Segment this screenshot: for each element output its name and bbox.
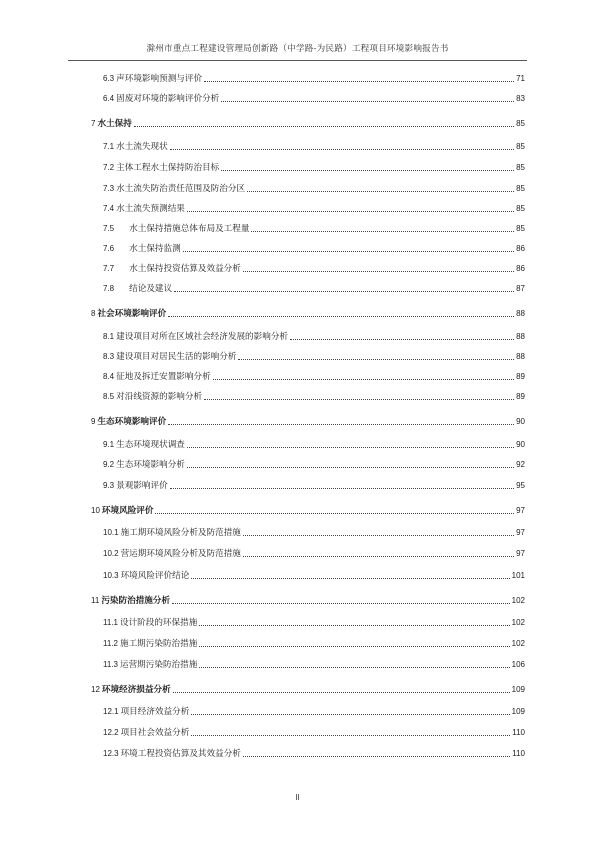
toc-section-entry[interactable] <box>103 93 525 105</box>
toc-entry-number: 9.1 <box>103 440 115 449</box>
toc-entry-title: 声环境影响预测与评价 <box>116 74 203 84</box>
dot-leader <box>191 714 509 715</box>
toc-entry-title: 水土保持 <box>97 119 132 129</box>
toc-chapter-entry[interactable] <box>91 684 525 696</box>
toc-entry-page: 109 <box>511 707 525 716</box>
dot-leader <box>187 447 514 448</box>
toc-section-entry[interactable] <box>103 748 525 760</box>
toc-entry-page: 97 <box>516 506 525 515</box>
toc-entry-title: 生态环境影响评价 <box>97 417 167 427</box>
toc-entry-page: 83 <box>516 94 525 103</box>
toc-entry-page: 110 <box>512 728 525 737</box>
toc-entry-title: 水土保持措施总体布局及工程量 <box>129 224 250 234</box>
toc-entry-title: 水土流失预测结果 <box>116 204 185 214</box>
dot-leader <box>251 231 514 232</box>
toc-entry-title: 施工期环境风险分析及防范措施 <box>120 528 241 538</box>
toc-entry-number: 7.2 <box>103 163 115 172</box>
toc-entry-title: 环境风险评价 <box>101 506 154 516</box>
dot-leader <box>155 513 514 514</box>
running-header: 滁州市重点工程建设管理局创新路（中学路-为民路）工程项目环境影响报告书 <box>146 44 449 54</box>
toc-entry-title: 生态环境影响分析 <box>116 460 185 470</box>
toc-entry-title: 环境经济损益分析 <box>101 685 171 695</box>
toc-chapter-entry[interactable] <box>91 595 525 607</box>
toc-entry-page: 85 <box>516 142 525 151</box>
dot-leader <box>221 101 514 102</box>
toc-entry-number: 10 <box>91 506 100 515</box>
toc-entry-title: 水土保持投资估算及效益分析 <box>129 264 241 274</box>
toc-entry-page: 110 <box>512 749 525 758</box>
toc-entry-number: 12.1 <box>103 707 119 716</box>
dot-leader <box>187 467 514 468</box>
toc-entry-page: 71 <box>516 74 525 83</box>
toc-entry-number: 11 <box>91 596 100 605</box>
toc-entry-number: 10.1 <box>103 528 119 537</box>
toc-entry-title: 征地及拆迁安置影响分析 <box>116 372 211 382</box>
toc-entry-title: 社会环境影响评价 <box>97 309 167 319</box>
toc-entry-number: 8.1 <box>103 332 115 341</box>
dot-leader <box>213 379 514 380</box>
dot-leader <box>191 578 509 579</box>
toc-entry-page: 90 <box>516 440 525 449</box>
dot-leader <box>168 316 514 317</box>
toc-entry-page: 86 <box>516 244 525 253</box>
dot-leader <box>173 692 510 693</box>
toc-section-entry[interactable] <box>103 439 525 451</box>
toc-entry-title: 项目社会效益分析 <box>120 728 190 738</box>
toc-section-entry[interactable] <box>103 706 525 718</box>
toc-entry-number: 6.4 <box>103 94 115 103</box>
toc-section-entry[interactable] <box>103 283 525 295</box>
toc-chapter-entry[interactable] <box>91 505 525 517</box>
dot-leader <box>191 735 510 736</box>
toc-entry-page: 102 <box>511 639 525 648</box>
toc-entry-number: 7 <box>91 119 96 128</box>
toc-entry-number: 7.4 <box>103 204 115 213</box>
dot-leader <box>243 535 514 536</box>
toc-section-entry[interactable] <box>103 638 525 650</box>
toc-section-entry[interactable] <box>103 73 525 85</box>
toc-entry-page: 87 <box>516 284 525 293</box>
dot-leader <box>247 191 514 192</box>
toc-section-entry[interactable] <box>103 527 525 539</box>
dot-leader <box>168 424 514 425</box>
toc-section-entry[interactable] <box>103 331 525 343</box>
dot-leader <box>204 81 514 82</box>
dot-leader <box>187 211 514 212</box>
toc-entry-number: 7.8 <box>103 284 115 293</box>
toc-section-entry[interactable] <box>103 203 525 215</box>
toc-entry-page: 101 <box>511 571 525 580</box>
toc-entry-number: 7.1 <box>103 142 115 151</box>
toc-chapter-entry[interactable] <box>91 118 525 130</box>
dot-leader <box>204 399 514 400</box>
toc-entry-number: 12.2 <box>103 728 119 737</box>
dot-leader <box>243 556 514 557</box>
toc-entry-title: 环境风险评价结论 <box>120 571 190 581</box>
toc-section-entry[interactable] <box>103 371 525 383</box>
toc-section-entry[interactable] <box>103 391 525 403</box>
toc-chapter-entry[interactable] <box>91 416 525 428</box>
toc-entry-page: 89 <box>516 372 525 381</box>
toc-entry-number: 10.3 <box>103 571 119 580</box>
dot-leader <box>134 126 514 127</box>
dot-leader <box>174 291 514 292</box>
toc-entry-title: 水土流失防治责任范围及防治分区 <box>116 184 246 194</box>
toc-entry-page: 102 <box>511 596 525 605</box>
toc-entry-title: 固废对环境的影响评价分析 <box>116 94 220 104</box>
toc-entry-number: 8 <box>91 309 96 318</box>
toc-entry-title: 营运期环境风险分析及防范措施 <box>120 549 241 559</box>
toc-entry-number: 12.3 <box>103 749 119 758</box>
toc-entry-page: 89 <box>516 392 525 401</box>
toc-entry-number: 7.5 <box>103 224 115 233</box>
toc-entry-page: 102 <box>511 618 525 627</box>
toc-entry-title: 运营期污染防治措施 <box>119 660 198 670</box>
toc-entry-page: 85 <box>516 184 525 193</box>
dot-leader <box>183 251 514 252</box>
toc-section-entry[interactable] <box>103 480 525 492</box>
toc-section-entry[interactable] <box>103 659 525 671</box>
toc-entry-title: 项目经济效益分析 <box>120 707 190 717</box>
toc-entry-title: 环境工程投资估算及其效益分析 <box>120 749 241 759</box>
toc-section-entry[interactable] <box>103 548 525 560</box>
dot-leader <box>290 339 514 340</box>
toc-section-entry[interactable] <box>103 141 525 153</box>
toc-entry-page: 85 <box>516 163 525 172</box>
toc-entry-title: 生态环境现状调查 <box>116 440 185 450</box>
toc-section-entry[interactable] <box>103 459 525 471</box>
toc-entry-number: 9 <box>91 417 96 426</box>
toc-entry-title: 污染防治措施分析 <box>101 596 171 606</box>
toc-entry-page: 106 <box>511 660 525 669</box>
toc-entry-page: 88 <box>516 352 525 361</box>
toc-entry-page: 85 <box>516 204 525 213</box>
toc-entry-number: 7.3 <box>103 184 115 193</box>
header-rule <box>68 60 527 61</box>
dot-leader <box>243 271 514 272</box>
toc-entry-title: 建设项目对所在区域社会经济发展的影响分析 <box>116 332 289 342</box>
dot-leader <box>170 149 514 150</box>
toc-entry-number: 8.3 <box>103 352 115 361</box>
dot-leader <box>170 488 514 489</box>
toc-entry-number: 9.2 <box>103 460 115 469</box>
toc-entry-page: 95 <box>516 481 525 490</box>
toc-entry-number: 8.4 <box>103 372 115 381</box>
toc-entry-number: 11.1 <box>103 618 118 627</box>
toc-section-entry[interactable] <box>103 243 525 255</box>
toc-section-entry[interactable] <box>103 162 525 174</box>
toc-entry-page: 86 <box>516 264 525 273</box>
toc-entry-title: 主体工程水土保持防治目标 <box>116 163 220 173</box>
toc-section-entry[interactable] <box>103 617 525 629</box>
toc-entry-page: 97 <box>516 549 525 558</box>
toc-entry-page: 85 <box>516 119 525 128</box>
dot-leader <box>199 625 509 626</box>
toc-entry-number: 7.7 <box>103 264 115 273</box>
toc-entry-title: 水土流失现状 <box>116 142 168 152</box>
toc-entry-page: 90 <box>516 417 525 426</box>
toc-entry-page: 97 <box>516 528 525 537</box>
toc-section-entry[interactable] <box>103 223 525 235</box>
toc-entry-page: 85 <box>516 224 525 233</box>
toc-entry-page: 88 <box>516 309 525 318</box>
toc-entry-title: 施工期污染防治措施 <box>119 639 198 649</box>
toc-entry-title: 对沿线资源的影响分析 <box>116 392 203 402</box>
toc-section-entry[interactable] <box>103 183 525 195</box>
dot-leader <box>243 756 510 757</box>
dot-leader <box>238 359 514 360</box>
dot-leader <box>199 646 509 647</box>
toc-entry-page: 109 <box>511 685 525 694</box>
toc-entry-title: 结论及建议 <box>129 284 173 294</box>
toc-entry-number: 8.5 <box>103 392 115 401</box>
toc-section-entry[interactable] <box>103 351 525 363</box>
toc-entry-number: 10.2 <box>103 549 119 558</box>
toc-section-entry[interactable] <box>103 263 525 275</box>
page-number: II <box>295 793 300 802</box>
dot-leader <box>199 667 509 668</box>
dot-leader <box>172 603 510 604</box>
toc-entry-number: 11.2 <box>103 639 118 648</box>
toc-entry-number: 12 <box>91 685 100 694</box>
toc-entry-number: 6.3 <box>103 74 115 83</box>
toc-entry-page: 92 <box>516 460 525 469</box>
toc-entry-number: 7.6 <box>103 244 115 253</box>
toc-entry-title: 水土保持监测 <box>129 244 181 254</box>
toc-entry-title: 景观影响评价 <box>116 481 168 491</box>
toc-section-entry[interactable] <box>103 570 525 582</box>
toc-entry-title: 设计阶段的环保措施 <box>119 618 198 628</box>
toc-entry-title: 建设项目对居民生活的影响分析 <box>116 352 237 362</box>
dot-leader <box>221 170 514 171</box>
toc-entry-number: 9.3 <box>103 481 115 490</box>
toc-chapter-entry[interactable] <box>91 308 525 320</box>
toc-entry-page: 88 <box>516 332 525 341</box>
toc-entry-number: 11.3 <box>103 660 118 669</box>
toc-section-entry[interactable] <box>103 727 525 739</box>
